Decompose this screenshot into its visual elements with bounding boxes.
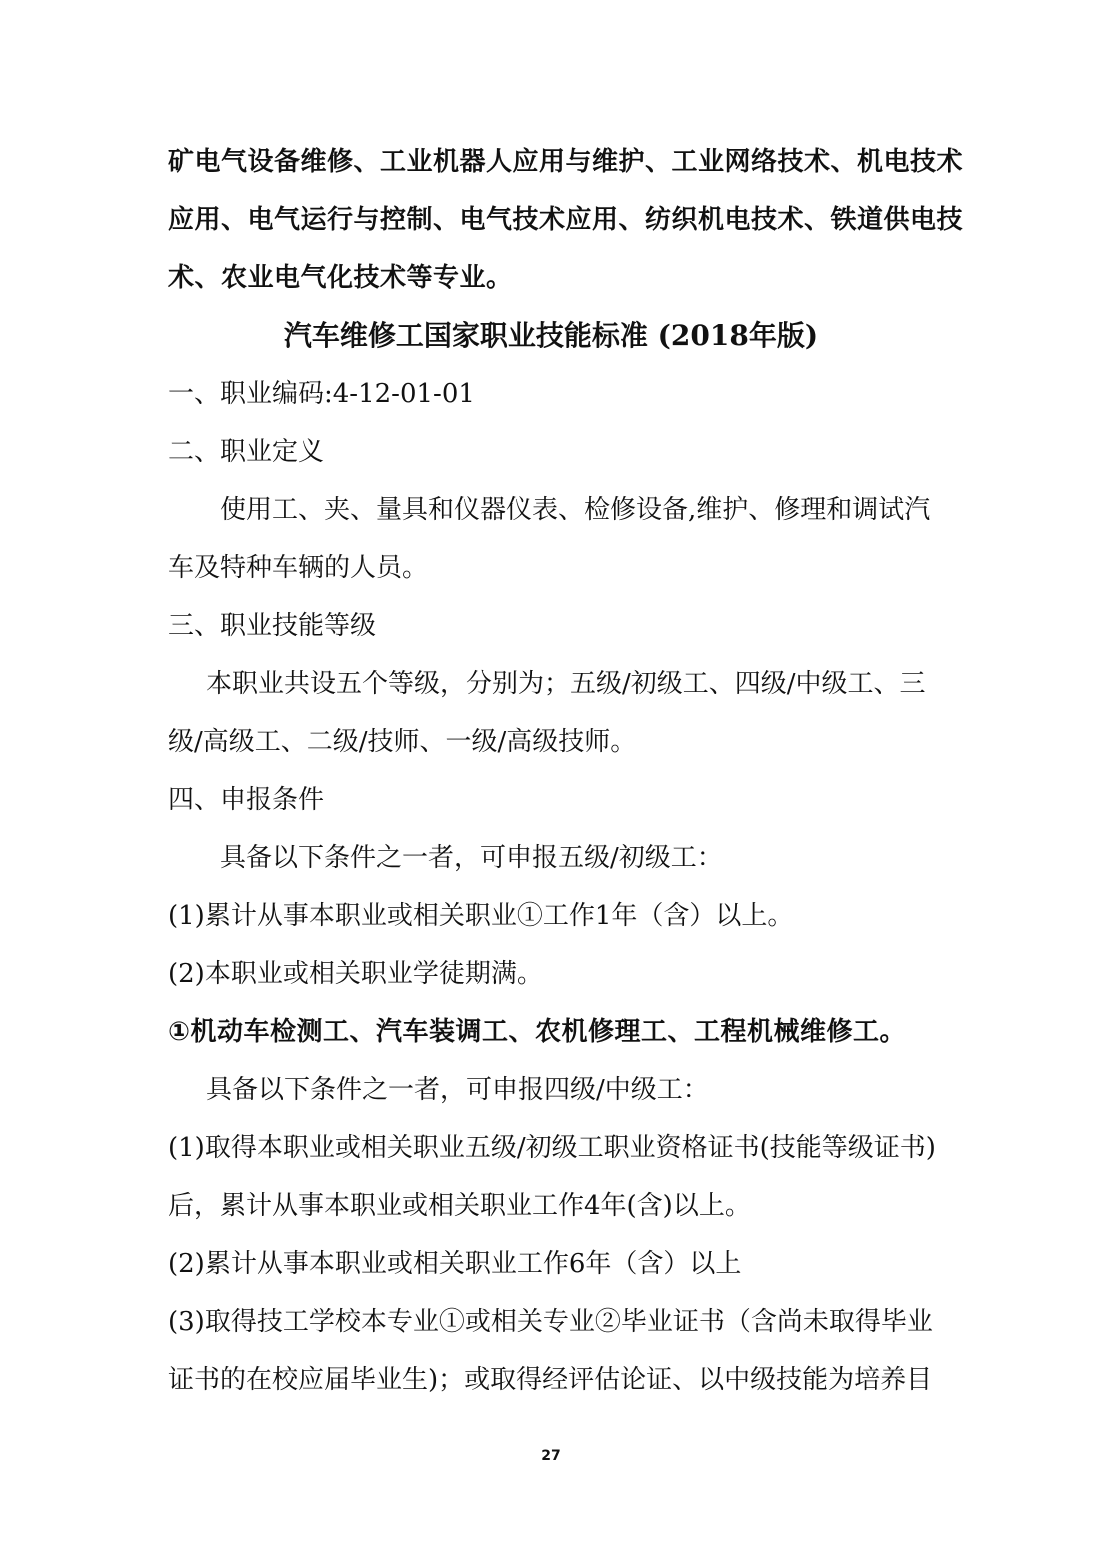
level4-item-3-line-1: (3)取得技工学校本专业①或相关专业②毕业证书（含尚未取得毕业 [168,1307,933,1337]
section-occupation-code: 一、职业编码:4-12-01-01 [168,379,475,409]
page-title: 汽车维修工国家职业技能标准 (2018年版) [283,319,819,352]
definition-line-1: 使用工、夹、量具和仪器仪表、检修设备,维护、修理和调试汽 [220,495,931,525]
level4-item-2: (2)累计从事本职业或相关职业工作6年（含）以上 [168,1249,742,1279]
intro-line-3: 术、农业电气化技术等专业。 [168,263,513,293]
levels-line-2: 级/高级工、二级/技师、一级/高级技师。 [168,727,637,757]
level4-item-3-line-2: 证书的在校应届毕业生)；或取得经评估论证、以中级技能为培养目 [168,1365,933,1395]
level4-item-1-line-2: 后，累计从事本职业或相关职业工作4年(含)以上。 [168,1191,751,1221]
level5-item-1: (1)累计从事本职业或相关职业①工作1年（含）以上。 [168,901,794,931]
section-requirements-heading: 四、申报条件 [168,785,325,815]
section-definition-heading: 二、职业定义 [168,437,325,467]
level4-item-1-line-1: (1)取得本职业或相关职业五级/初级工职业资格证书(技能等级证书) [168,1133,936,1163]
level5-item-2: (2)本职业或相关职业学徒期满。 [168,959,543,989]
levels-line-1: 本职业共设五个等级，分别为；五级/初级工、四级/中级工、三 [206,669,926,699]
section-levels-heading: 三、职业技能等级 [168,611,377,641]
intro-line-1: 矿电气设备维修、工业机器人应用与维护、工业网络技术、机电技术 [168,147,964,177]
level4-intro: 具备以下条件之一者，可申报四级/中级工： [206,1075,709,1105]
footnote-related-occupations: ①机动车检测工、汽车装调工、农机修理工、工程机械维修工。 [168,1017,907,1047]
page-number: 27 [541,1448,561,1464]
intro-line-2: 应用、电气运行与控制、电气技术应用、纺织机电技术、铁道供电技 [168,205,964,235]
definition-line-2: 车及特种车辆的人员。 [168,553,429,583]
level5-intro: 具备以下条件之一者，可申报五级/初级工： [220,843,723,873]
